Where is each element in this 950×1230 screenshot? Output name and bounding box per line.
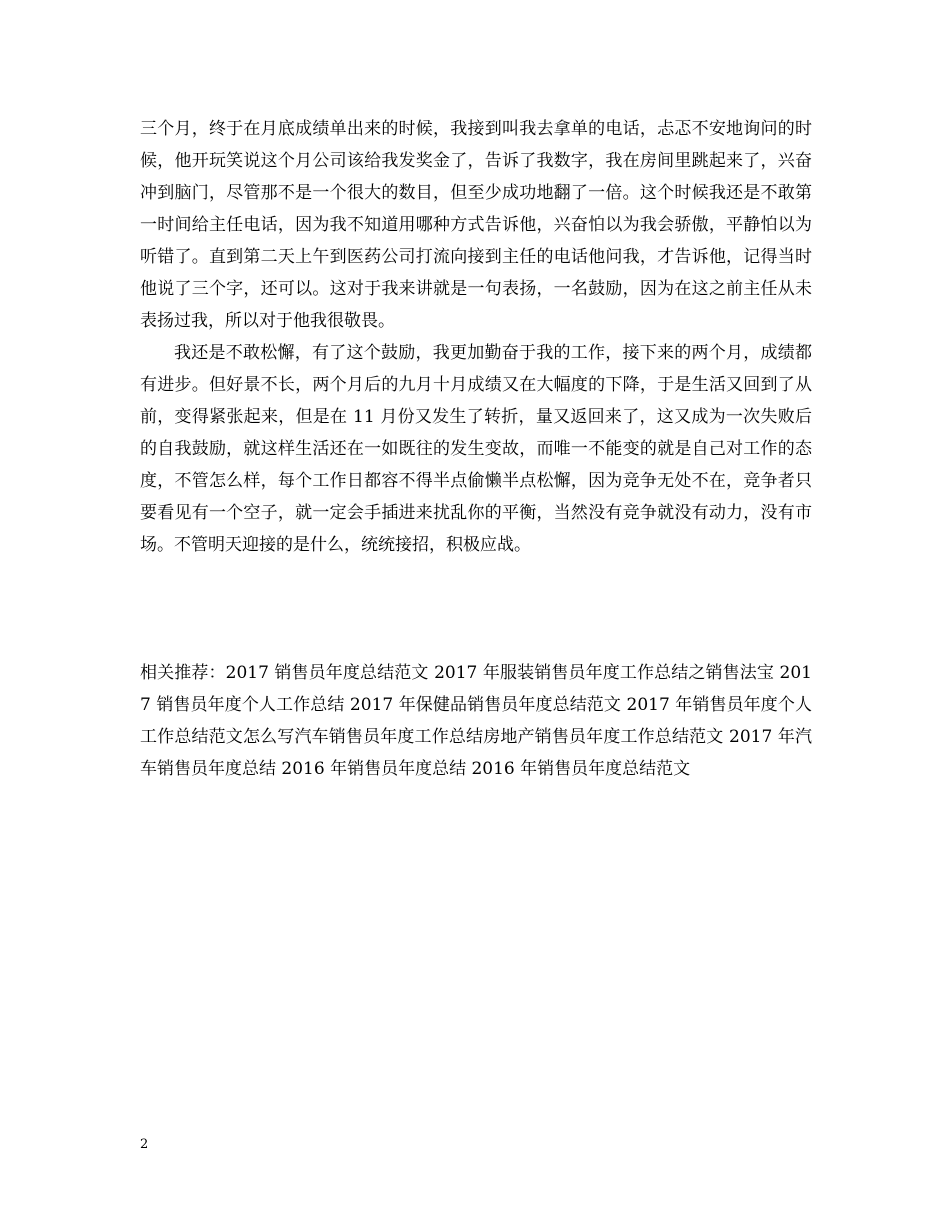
- body-paragraph-1: 三个月，终于在月底成绩单出来的时候，我接到叫我去拿单的电话，忐忑不安地询问的时候，他开玩笑说这个月公司该给我发奖金了，告诉了我数字，我在房间里跳起来了，兴奋冲到脑门，尽管那不是一个很大的数目，但至少成功地翻了一倍。这个时候我还是不敢第一时间给主任电话，因为我不知道用哪种方式告诉他，兴奋怕以为我会骄傲，平静怕以为听错了。直到第二天上午到医药公司打流向接到主任的电话他问我，才告诉他，记得当时他说了三个字，还可以。这对于我来讲就是一句表扬，一名鼓励，因为在这之前主任从未表扬过我，所以对于他我很敬畏。: [140, 119, 812, 331]
- body-paragraph-2: 我还是不敢松懈，有了这个鼓励，我更加勤奋于我的工作，接下来的两个月，成绩都有进步。但好景不长，两个月后的九月十月成绩又在大幅度的下降，于是生活又回到了从前，变得紧张起来，但是在 11 月份又发生了转折，量又返回来了，这又成为一次失败后的自我鼓励，就这样生活还在一如既往的发生变故，而唯一不能变的就是自己对工作的态度，不管怎么样，每个工作日都容不得半点偷懒半点松懈，因为竞争无处不在，竞争者只要看见有一个空子，就一定会手插进来扰乱你的平衡，当然没有竞争就没有动力，没有市场。不管明天迎接的是什么，统统接招，积极应战。: [140, 343, 812, 555]
- page-number: 2: [140, 1137, 149, 1152]
- related-recommendations: 相关推荐：2017 销售员年度总结范文 2017 年服装销售员年度工作总结之销售法宝 2017 销售员年度个人工作总结 2017 年保健品销售员年度总结范文 2017 年销售员年度个人工作总结范文怎么写汽车销售员年度工作总结房地产销售员年度工作总结范文 2017 年汽车销售员年度总结 2016 年销售员年度总结 2016 年销售员年度总结范文: [140, 663, 812, 779]
